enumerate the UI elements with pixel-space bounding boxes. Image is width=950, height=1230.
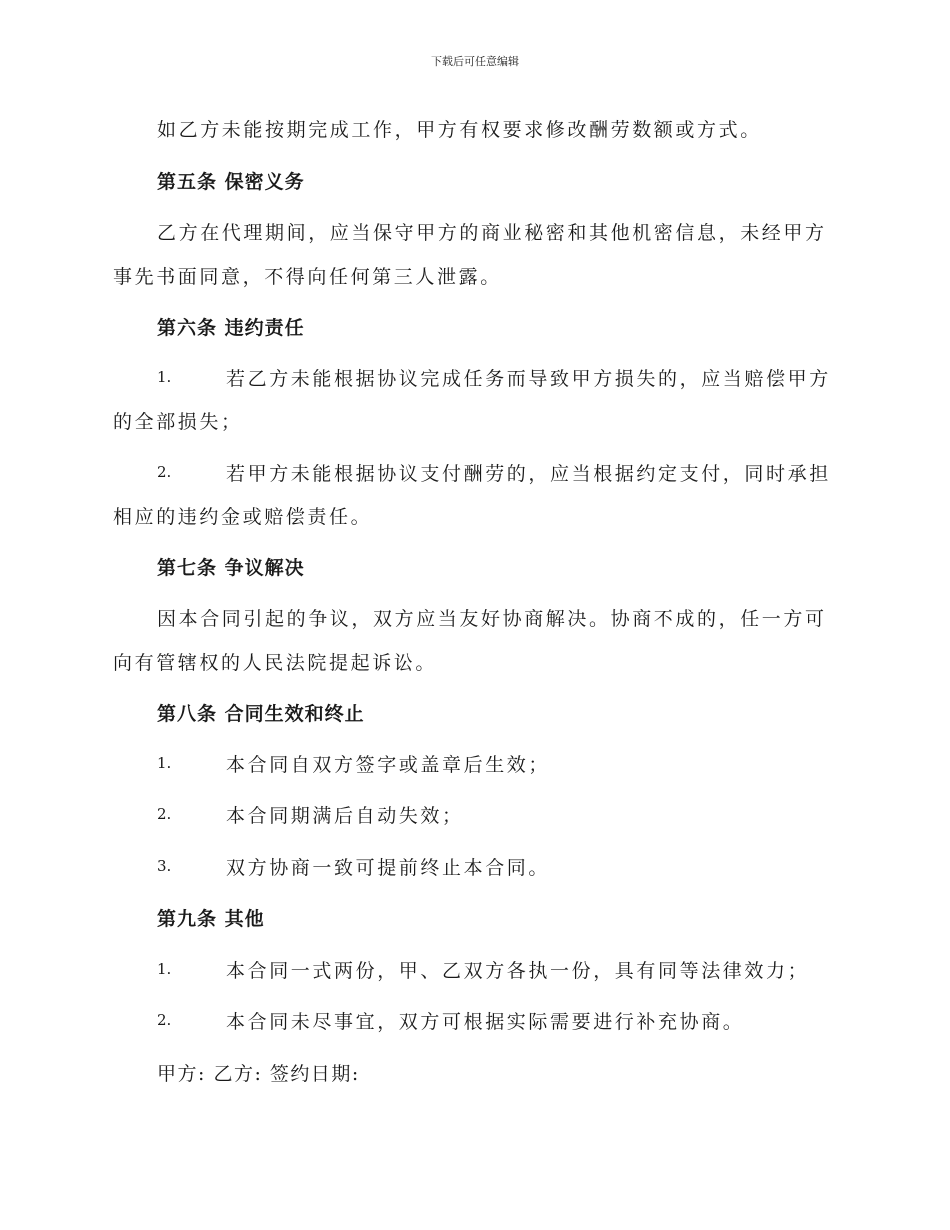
article-9-item-2-number: 2. bbox=[157, 1011, 172, 1029]
article-9-item-2-text: 本合同未尽事宜，双方可根据实际需要进行补充协商。 bbox=[226, 1011, 745, 1033]
article-8-item-2-text: 本合同期满后自动失效； bbox=[226, 805, 464, 827]
article-8-item-2-number: 2. bbox=[157, 805, 172, 823]
article-8-item-1-text: 本合同自双方签字或盖章后生效； bbox=[226, 754, 551, 776]
article-6-item-2-line-2: 相应的违约金或赔偿责任。 bbox=[113, 506, 373, 528]
article-6-title: 第六条 违约责任 bbox=[157, 317, 305, 339]
article-6-item-1-number: 1. bbox=[157, 368, 172, 386]
article-9-item-1-number: 1. bbox=[157, 960, 172, 978]
article-9-title: 第九条 其他 bbox=[157, 908, 265, 930]
article-7-title: 第七条 争议解决 bbox=[157, 557, 305, 579]
signature-line: 甲方: 乙方: 签约日期: bbox=[157, 1063, 360, 1085]
article-9-item-1-text: 本合同一式两份，甲、乙双方各执一份，具有同等法律效力； bbox=[226, 960, 810, 982]
article-8-item-3-number: 3. bbox=[157, 857, 172, 875]
article-8-item-1-number: 1. bbox=[157, 754, 172, 772]
article-5-line-2: 事先书面同意，不得向任何第三人泄露。 bbox=[113, 266, 502, 288]
article-5-title: 第五条 保密义务 bbox=[157, 171, 305, 193]
article-6-item-2-number: 2. bbox=[157, 463, 172, 481]
paragraph-remuneration: 如乙方未能按期完成工作，甲方有权要求修改酬劳数额或方式。 bbox=[157, 119, 762, 141]
article-6-item-1-line-1: 若乙方未能根据协议完成任务而导致甲方损失的，应当赔偿甲方 bbox=[226, 368, 831, 390]
article-8-title: 第八条 合同生效和终止 bbox=[157, 703, 365, 725]
article-6-item-2-line-1: 若甲方未能根据协议支付酬劳的，应当根据约定支付，同时承担 bbox=[226, 463, 831, 485]
article-7-line-2: 向有管辖权的人民法院提起诉讼。 bbox=[113, 652, 438, 674]
article-8-item-3-text: 双方协商一致可提前终止本合同。 bbox=[226, 857, 551, 879]
article-6-item-1-line-2: 的全部损失； bbox=[113, 411, 243, 433]
page-header: 下载后可任意编辑 bbox=[431, 55, 519, 68]
article-7-line-1: 因本合同引起的争议，双方应当友好协商解决。协商不成的，任一方可 bbox=[157, 608, 827, 630]
article-5-line-1: 乙方在代理期间，应当保守甲方的商业秘密和其他机密信息，未经甲方 bbox=[157, 222, 827, 244]
